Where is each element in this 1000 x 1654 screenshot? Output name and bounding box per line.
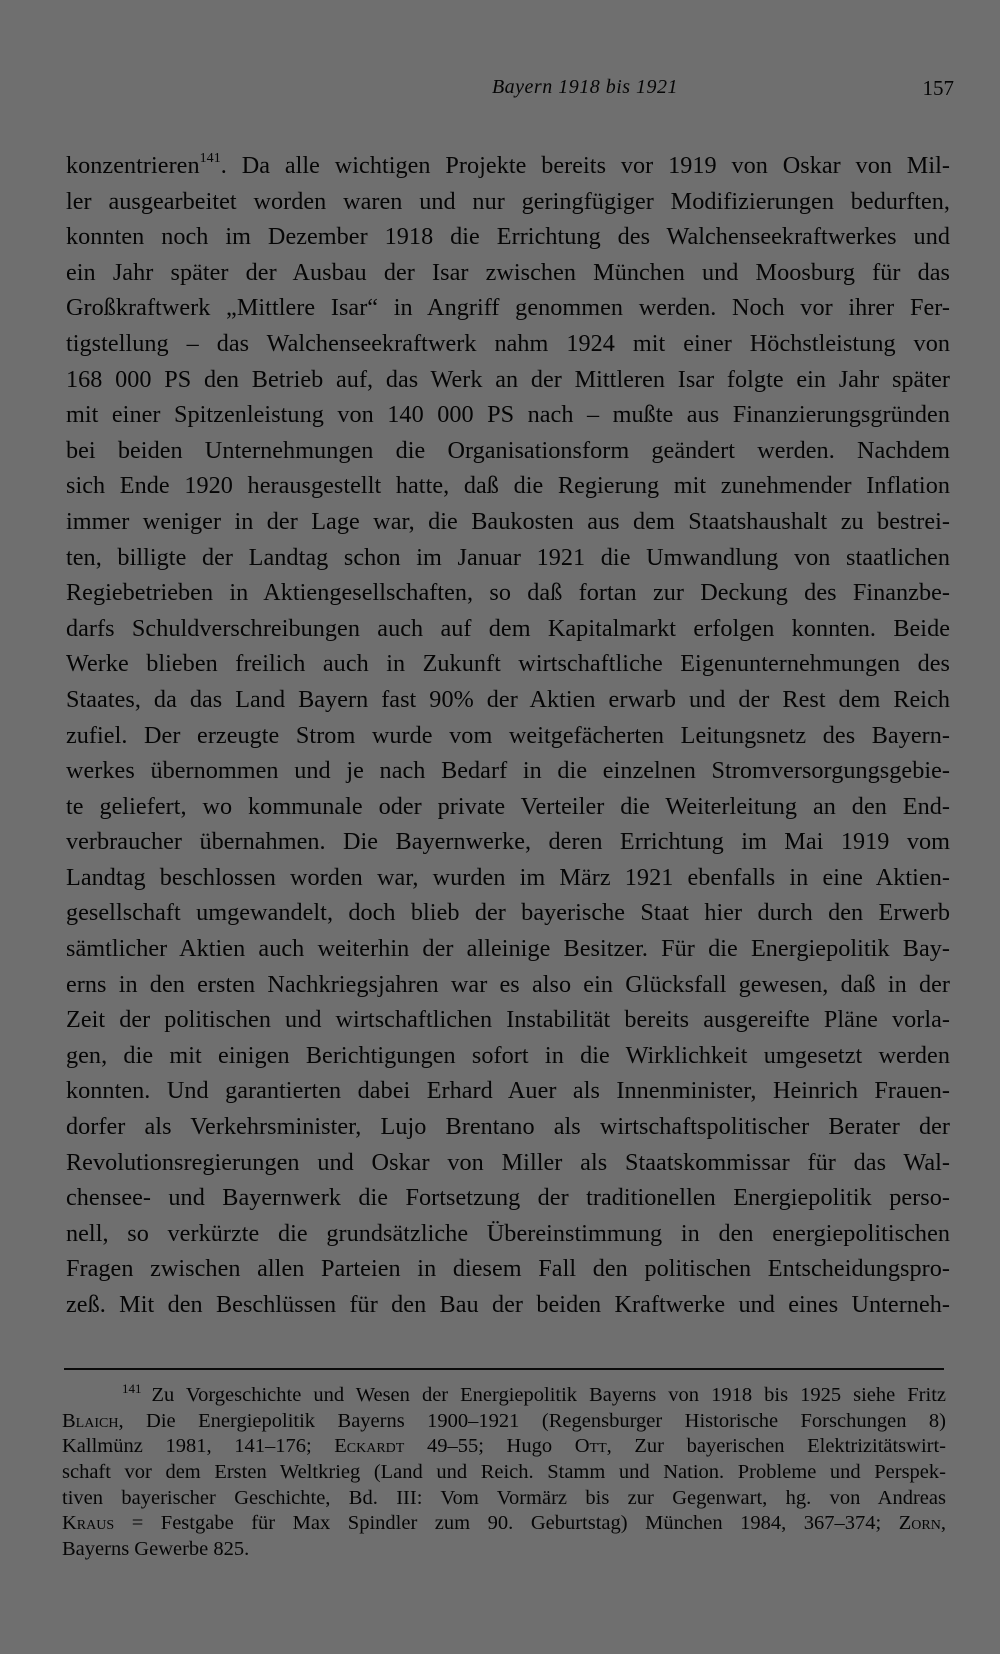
text-line: 168 000 PS den Betrieb auf, das Werk an der Mittleren Isar folgte ein Jahr später [66, 365, 950, 393]
page-number: 157 [922, 76, 954, 100]
running-head: Bayern 1918 bis 1921 [491, 76, 679, 98]
text-fragment: konzentrieren [66, 152, 200, 179]
text-line: erns in den ersten Nachkriegsjahren war es also ein Glücksfall gewesen, daß in der [66, 970, 950, 998]
text-fragment: . Da alle wichtigen Projekte bereits vor 1919 von Oskar von Mil- [220, 152, 950, 179]
text-fragment: tiven bayerischer Geschichte, Bd. III: Vom Vormärz bis zur Gegenwart, hg. von Andreas [62, 1486, 946, 1509]
text-line: Werke blieben freilich auch in Zukunft wirtschaftliche Eigenunternehmungen des [66, 650, 950, 678]
text-line: Fragen zwischen allen Parteien in diesem Fall den politischen Entscheidungspro- [66, 1255, 950, 1283]
text-line: Staates, da das Land Bayern fast 90% der Aktien erwarb und der Rest dem Reich [66, 685, 950, 713]
text-line: nell, so verkürzte die grundsätzliche Übereinstimmung in den energiepolitischen [66, 1219, 950, 1247]
text-line: te geliefert, wo kommunale oder private Verteiler die Weiterleitung an den End- [66, 792, 950, 820]
text-line: gen, die mit einigen Berichtigungen sofort in die Wirklichkeit umgesetzt werden [66, 1041, 950, 1069]
text-line: werkes übernommen und je nach Bedarf in die einzelnen Stromversorgungsgebie- [66, 757, 950, 785]
text-line: bei beiden Unternehmungen die Organisationsform geändert werden. Nachdem [66, 436, 950, 464]
footnote-reference[interactable]: 141 [199, 151, 221, 166]
text-fragment: Bayerns Gewerbe 825. [62, 1538, 250, 1561]
body-paragraph [66, 148, 950, 1323]
text-line: Regiebetrieben in Aktiengesellschaften, so daß fortan zur Deckung des Finanzbe- [66, 579, 950, 607]
text-line: mit einer Spitzenleistung von 140 000 PS nach – mußte aus Finanzierungsgründen [66, 401, 950, 429]
text-line: zufiel. Der erzeugte Strom wurde vom weitgefächerten Leitungsnetz des Bayern- [66, 721, 950, 749]
text-line: zeß. Mit den Beschlüssen für den Bau der beiden Kraftwerke und eines Unterneh- [66, 1291, 950, 1318]
text-line: ler ausgearbeitet worden waren und nur geringfügiger Modifizierungen bedurften, [66, 187, 950, 215]
text-line: ten, billigte der Landtag schon im Januar 1921 die Umwandlung von staatlichen [66, 543, 950, 571]
text-line: immer weniger in der Lage war, die Baukosten aus dem Staatshaushalt zu bestrei- [66, 507, 950, 535]
text-line: verbraucher übernahmen. Die Bayernwerke, deren Errichtung im Mai 1919 vom [66, 828, 950, 856]
text-fragment: , Die Energiepolitik Bayerns 1900–1921 (Regensburger Historische Forschungen 8) [118, 1409, 946, 1432]
footnote-separator [64, 1368, 944, 1370]
text-line: dorfer als Verkehrsminister, Lujo Brentano als wirtschaftspolitischer Berater der [66, 1113, 950, 1141]
text-line: Großkraftwerk „Mittlere Isar“ in Angriff genommen werden. Noch vor ihrer Fer- [66, 294, 950, 322]
footnote-line [62, 1383, 946, 1409]
text-line: konnten noch im Dezember 1918 die Errichtung des Walchenseekraftwerkes und [66, 223, 950, 251]
footnote-line [62, 1434, 946, 1460]
text-line: Zeit der politischen und wirtschaftlichen Instabilität bereits ausgereifte Pläne vorla- [66, 1006, 950, 1034]
text-line: Revolutionsregierungen und Oskar von Miller als Staatskommissar für das Wal- [66, 1148, 950, 1176]
footnote-number: 141 [122, 1381, 142, 1396]
author-name: Ott [574, 1435, 607, 1458]
text-line: Landtag beschlossen worden war, wurden im März 1921 ebenfalls in eine Aktien- [66, 863, 950, 891]
text-fragment: , [940, 1512, 946, 1535]
text-line: darfs Schuldverschreibungen auch auf dem Kapitalmarkt erfolgen konnten. Beide [66, 614, 950, 642]
text-fragment: Zu Vorgeschichte und Wesen der Energiepolitik Bayerns von 1918 bis 1925 siehe Fritz [151, 1384, 946, 1406]
page-header [66, 76, 954, 110]
text-fragment: Kallmünz 1981, 141–176; [62, 1435, 335, 1458]
footnote-line [62, 1486, 946, 1512]
author-name: Kraus [62, 1512, 115, 1535]
text-fragment: 49–55; Hugo [404, 1435, 575, 1458]
text-line: konnten. Und garantierten dabei Erhard Auer als Innenminister, Heinrich Frauen- [66, 1077, 950, 1105]
text-line: sämtlicher Aktien auch weiterhin der alleinige Besitzer. Für die Energiepolitik Bay- [66, 935, 950, 963]
author-name: Blaich [62, 1409, 119, 1432]
footnote-line [62, 1409, 946, 1435]
text-fragment: = Festgabe für Max Spindler zum 90. Geburtstag) München 1984, 367–374; [114, 1512, 899, 1535]
text-line [66, 148, 950, 184]
footnote-line [62, 1537, 946, 1563]
text-line: sich Ende 1920 herausgestellt hatte, daß die Regierung mit zunehmender Inflation [66, 472, 950, 500]
text-line: gesellschaft umgewandelt, doch blieb der bayerische Staat hier durch den Erwerb [66, 899, 950, 927]
author-name: Zorn [898, 1512, 941, 1535]
text-line: ein Jahr später der Ausbau der Isar zwischen München und Moosburg für das [66, 258, 950, 286]
text-line: chensee- und Bayernwerk die Fortsetzung der traditionellen Energiepolitik perso- [66, 1184, 950, 1212]
text-fragment: , Zur bayerischen Elektrizitätswirt- [606, 1435, 947, 1458]
author-name: Eckardt [334, 1435, 405, 1458]
footnote-line [62, 1511, 946, 1537]
text-fragment: schaft vor dem Ersten Weltkrieg (Land und Reich. Stamm und Nation. Probleme und Perspek- [62, 1461, 946, 1484]
footnote-141 [62, 1383, 946, 1563]
footnote-line [62, 1460, 946, 1486]
text-line: tigstellung – das Walchenseekraftwerk nahm 1924 mit einer Höchstleistung von [66, 329, 950, 357]
